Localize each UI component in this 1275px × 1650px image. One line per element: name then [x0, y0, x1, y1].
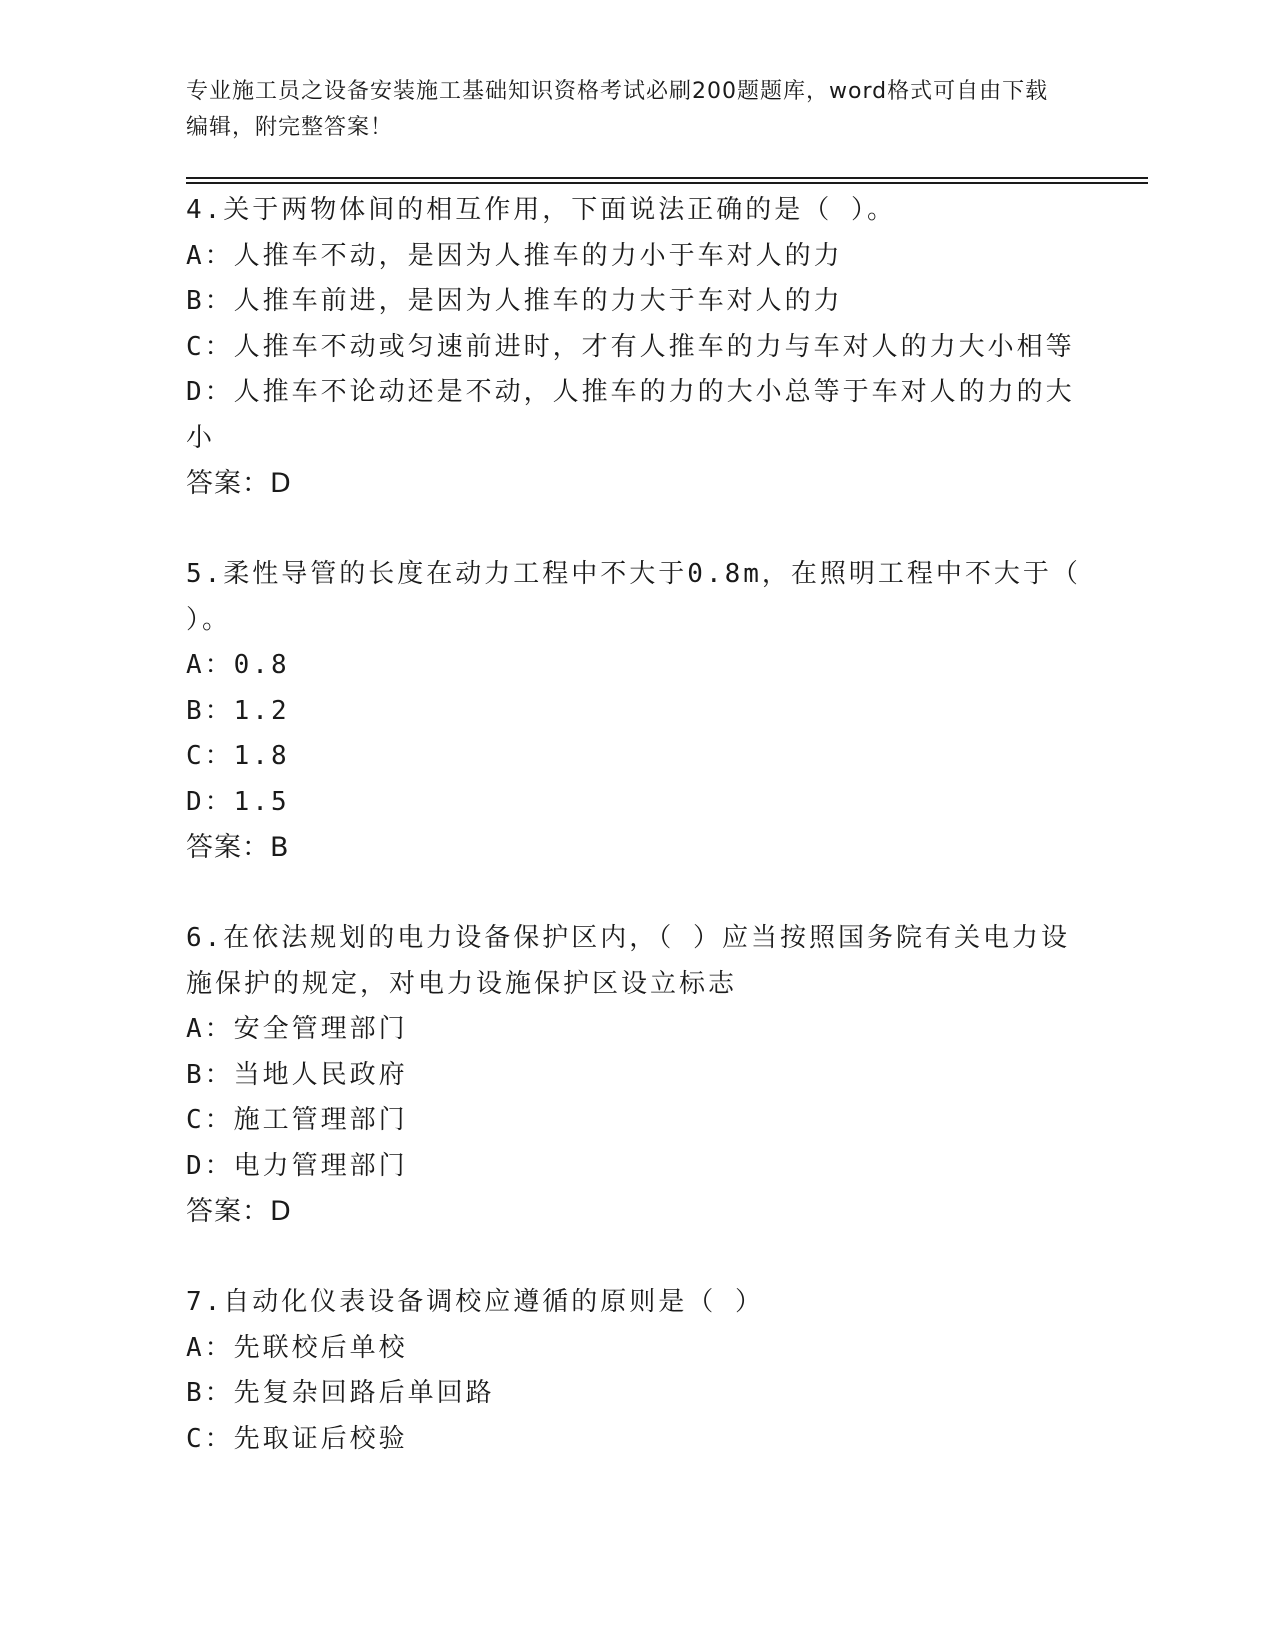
option-a: A：人推车不动，是因为人推车的力小于车对人的力: [186, 240, 843, 271]
option-c: C：先取证后校验: [186, 1423, 408, 1454]
option-a: A：0.8: [186, 650, 290, 680]
answer-line: 答案：D: [186, 1196, 292, 1227]
question-4: [186, 188, 1086, 507]
option-d: D：电力管理部门: [186, 1150, 408, 1181]
option-b: B：先复杂回路后单回路: [186, 1378, 495, 1408]
question-stem: 7.自动化仪表设备调校应遵循的原则是（ ）: [186, 1287, 764, 1317]
option-b: B：当地人民政府: [186, 1059, 408, 1090]
question-5: [186, 552, 1100, 871]
question-list: [186, 188, 1100, 1462]
option-b: B：人推车前进，是因为人推车的力大于车对人的力: [186, 286, 843, 316]
option-a: A：先联校后单校: [186, 1332, 408, 1363]
option-a: A：安全管理部门: [186, 1014, 408, 1044]
answer-line: 答案：B: [186, 832, 290, 863]
option-c: C：1.8: [186, 741, 290, 771]
question-7: [186, 1280, 1086, 1462]
option-d: D：1.5: [186, 786, 290, 817]
option-c: C：施工管理部门: [186, 1105, 408, 1135]
question-stem: 4.关于两物体间的相互作用，下面说法正确的是（ ）。: [186, 195, 896, 225]
option-d: D：人推车不论动还是不动，人推车的力的大小总等于车对人的力的大小: [186, 377, 1075, 453]
question-6: [186, 916, 1086, 1235]
answer-line: 答案：D: [186, 468, 292, 499]
question-stem: 6.在依法规划的电力设备保护区内，（ ）应当按照国务院有关电力设施保护的规定，对电力设施保护区设立标志: [186, 923, 1070, 999]
document-header-note: 专业施工员之设备安装施工基础知识资格考试必刷200题题库，word格式可自由下载编辑，附完整答案！: [186, 79, 1049, 140]
question-stem: 5.柔性导管的长度在动力工程中不大于0.8m，在照明工程中不大于（ ）。: [186, 559, 1100, 635]
option-c: C：人推车不动或匀速前进时，才有人推车的力与车对人的力大小相等: [186, 331, 1075, 362]
option-b: B：1.2: [186, 695, 290, 726]
header-divider-top: [186, 177, 1148, 179]
header-divider-bottom: [186, 182, 1148, 184]
